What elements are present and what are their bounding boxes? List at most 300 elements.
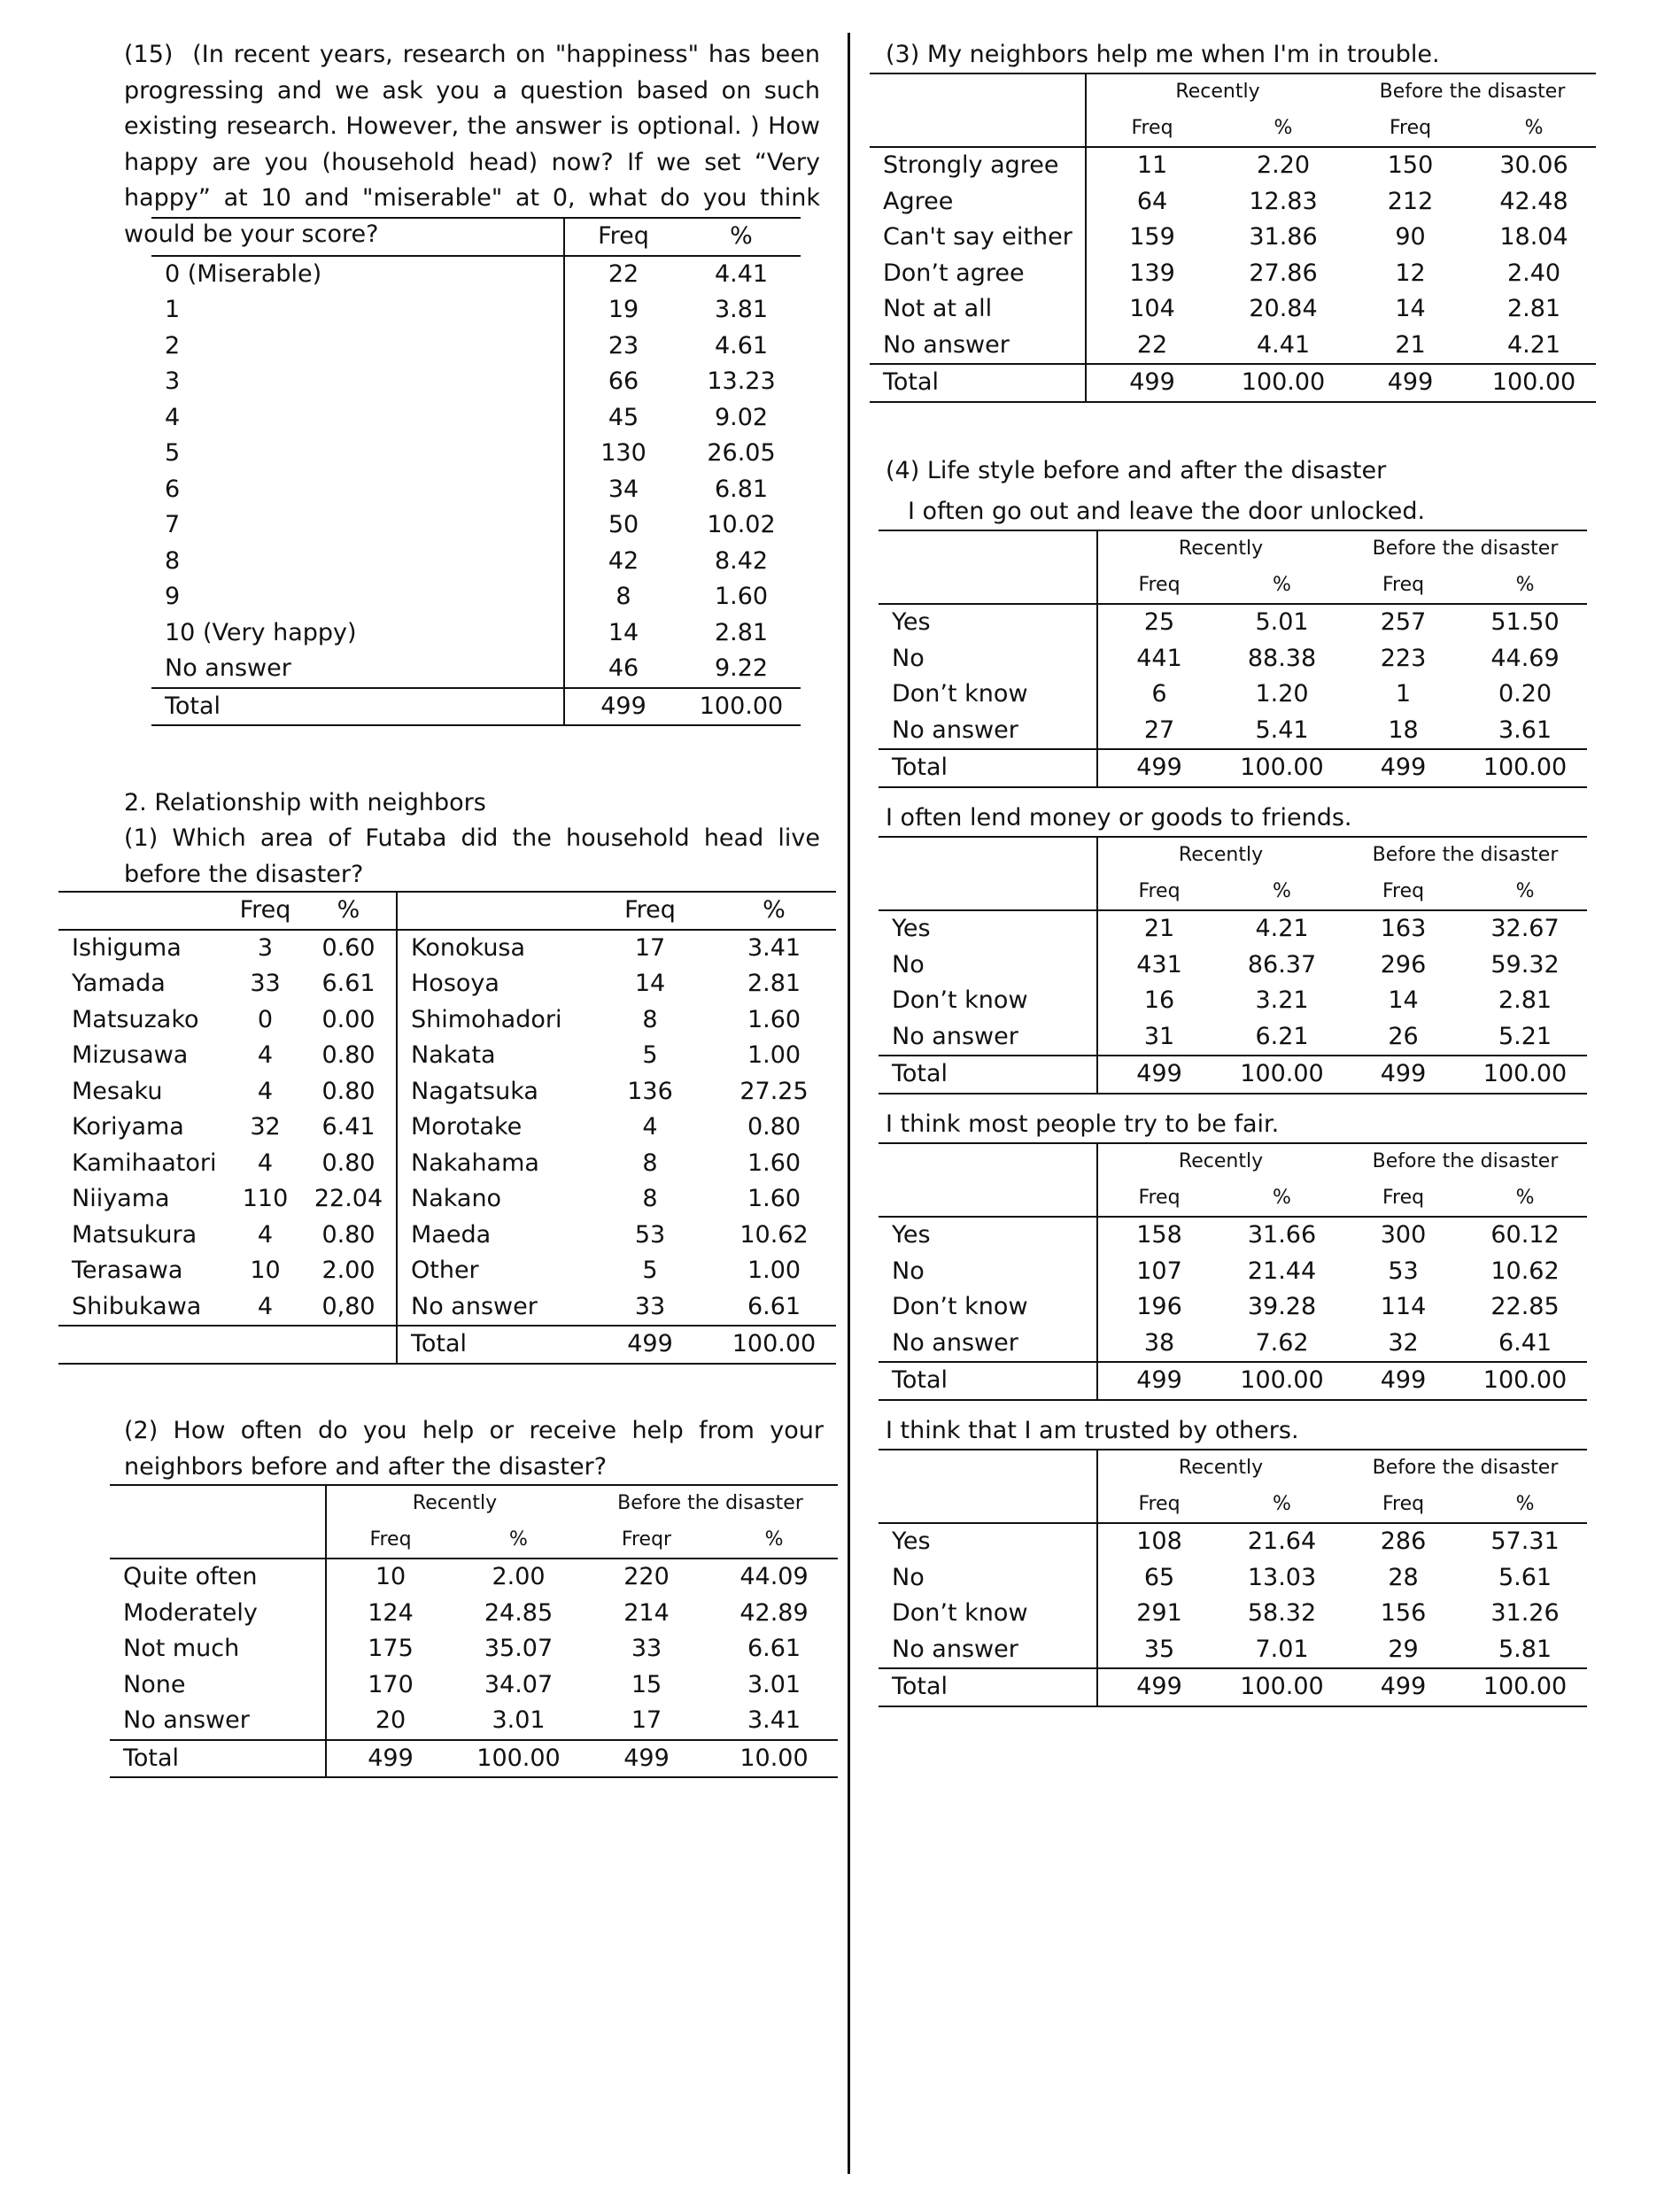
freq-cell: 110 bbox=[242, 1185, 289, 1212]
group-header-recently: Recently bbox=[1086, 73, 1349, 111]
row-label: Total bbox=[879, 749, 1097, 787]
area-name: Kamihaatori bbox=[72, 1149, 217, 1177]
recent-percent-cell: 6.21 bbox=[1255, 1022, 1309, 1050]
column-header: % bbox=[1524, 116, 1544, 139]
row-label: Total bbox=[879, 1056, 1097, 1094]
table-row bbox=[58, 1289, 836, 1327]
row-label: 4 bbox=[165, 403, 181, 431]
group-header-before: Before the disaster bbox=[1343, 1450, 1587, 1487]
recent-freq-cell: 27 bbox=[1097, 713, 1220, 750]
recent-percent-cell: 3.01 bbox=[492, 1706, 546, 1734]
percent-cell: 26.05 bbox=[707, 439, 776, 467]
column-header: % bbox=[1515, 879, 1535, 902]
recent-freq-cell: 170 bbox=[326, 1667, 454, 1704]
percent-cell: 0.00 bbox=[321, 1005, 375, 1033]
recent-freq-cell: 441 bbox=[1097, 641, 1220, 677]
before-percent-cell: 5.81 bbox=[1498, 1635, 1552, 1663]
table-row bbox=[151, 579, 801, 615]
row-label: No bbox=[892, 1563, 925, 1591]
recent-percent-cell: 5.41 bbox=[1255, 715, 1309, 744]
area-name: Konokusa bbox=[397, 930, 588, 967]
table-row bbox=[58, 1181, 836, 1218]
group-header-recently: Recently bbox=[1097, 530, 1343, 568]
freq-cell: 4 bbox=[257, 1077, 274, 1105]
row-label: Not much bbox=[123, 1635, 240, 1662]
recent-freq-cell: 499 bbox=[326, 1740, 454, 1778]
before-percent-cell: 100.00 bbox=[1472, 364, 1596, 402]
area-name: Nakata bbox=[397, 1038, 588, 1074]
group-header-row bbox=[879, 1450, 1587, 1487]
recent-percent-cell: 100.00 bbox=[1218, 364, 1349, 402]
recent-freq-cell: 21 bbox=[1097, 910, 1220, 948]
recent-percent-cell: 2.20 bbox=[1218, 147, 1349, 184]
recent-freq-cell: 65 bbox=[1097, 1560, 1220, 1597]
area-name: Maeda bbox=[397, 1218, 588, 1254]
lifestyle-lend-money-table bbox=[879, 836, 1587, 1094]
before-percent-cell: 42.89 bbox=[739, 1598, 809, 1627]
before-percent-cell: 32.67 bbox=[1463, 910, 1587, 948]
before-percent-cell: 2.81 bbox=[1506, 295, 1561, 322]
table-row bbox=[151, 256, 801, 293]
group-header-row bbox=[879, 837, 1587, 874]
column-header: Freq bbox=[229, 892, 301, 930]
total-row bbox=[879, 1056, 1587, 1094]
table-row bbox=[110, 1631, 838, 1667]
table-row bbox=[879, 641, 1587, 677]
recent-percent-cell: 34.07 bbox=[484, 1670, 554, 1698]
column-header: Freq bbox=[1382, 1186, 1425, 1209]
freq-cell: 8 bbox=[642, 1185, 658, 1212]
freq-cell: 34 bbox=[564, 472, 682, 508]
section-2-title: 2. Relationship with neighbors bbox=[124, 789, 486, 816]
before-freq-cell: 12 bbox=[1395, 259, 1426, 287]
before-freq-cell: 296 bbox=[1380, 950, 1427, 978]
row-label: 0 (Miserable) bbox=[151, 256, 564, 293]
before-freq-cell: 26 bbox=[1388, 1022, 1419, 1050]
table-row bbox=[151, 651, 801, 688]
freq-cell: 66 bbox=[564, 364, 682, 400]
recent-freq-cell: 16 bbox=[1097, 983, 1220, 1019]
before-percent-cell: 30.06 bbox=[1472, 147, 1596, 184]
lifestyle-door-unlocked-table bbox=[879, 530, 1587, 788]
table-row bbox=[58, 966, 836, 1002]
neighbors-help-table bbox=[870, 73, 1596, 403]
area-name: Terasawa bbox=[72, 1257, 183, 1284]
percent-cell: 10.02 bbox=[707, 511, 776, 538]
percent-cell: 1.60 bbox=[714, 583, 769, 610]
row-label: No answer bbox=[165, 654, 291, 682]
percent-cell: 10.62 bbox=[739, 1220, 809, 1249]
row-label: Don’t know bbox=[892, 680, 1028, 708]
row-label: No bbox=[892, 644, 925, 672]
table-row bbox=[151, 292, 801, 329]
before-freq-cell: 156 bbox=[1380, 1599, 1427, 1627]
freq-cell: 46 bbox=[564, 651, 682, 688]
table-row bbox=[870, 147, 1596, 184]
recent-percent-cell: 88.38 bbox=[1247, 644, 1317, 672]
recent-freq-cell: 31 bbox=[1097, 1019, 1220, 1056]
percent-cell: 0.80 bbox=[747, 1113, 801, 1141]
freq-cell: 5 bbox=[642, 1041, 658, 1069]
freq-cell: 50 bbox=[564, 507, 682, 544]
before-percent-cell: 2.40 bbox=[1506, 259, 1561, 287]
row-label: Quite often bbox=[110, 1559, 326, 1596]
freq-cell: 8 bbox=[564, 579, 682, 615]
total-row bbox=[879, 749, 1587, 787]
freq-cell: 499 bbox=[588, 1326, 712, 1364]
group-header-row bbox=[879, 530, 1587, 568]
row-label: Total bbox=[110, 1740, 326, 1778]
before-percent-cell: 0.20 bbox=[1498, 680, 1552, 708]
table-row bbox=[58, 1218, 836, 1254]
row-label: 9 bbox=[165, 583, 181, 610]
column-header: % bbox=[1273, 573, 1291, 596]
table-row bbox=[58, 1110, 836, 1146]
recent-freq-cell: 499 bbox=[1097, 1056, 1220, 1094]
column-header: Freq bbox=[1097, 568, 1220, 605]
row-label: No answer bbox=[123, 1706, 250, 1734]
row-label: 3 bbox=[165, 367, 181, 395]
percent-cell: 6.41 bbox=[321, 1113, 375, 1141]
recent-freq-cell: 196 bbox=[1097, 1289, 1220, 1326]
freq-cell: 33 bbox=[634, 1292, 666, 1320]
area-name: Nakahama bbox=[397, 1146, 588, 1182]
recent-freq-cell: 139 bbox=[1086, 256, 1218, 292]
freq-cell: 4 bbox=[257, 1220, 274, 1249]
table-row bbox=[58, 1253, 836, 1289]
recent-percent-cell: 3.21 bbox=[1255, 986, 1309, 1014]
percent-cell: 1.60 bbox=[747, 1185, 801, 1212]
recent-freq-cell: 499 bbox=[1097, 1668, 1220, 1706]
recent-freq-cell: 124 bbox=[326, 1596, 454, 1632]
table-header-row bbox=[151, 218, 801, 256]
table-row bbox=[879, 983, 1587, 1019]
before-percent-cell: 44.69 bbox=[1490, 644, 1560, 672]
before-percent-cell: 59.32 bbox=[1490, 950, 1560, 978]
before-percent-cell: 100.00 bbox=[1463, 1668, 1587, 1706]
recent-percent-cell: 21.44 bbox=[1247, 1257, 1317, 1285]
before-percent-cell: 3.01 bbox=[747, 1670, 801, 1698]
row-label: 7 bbox=[165, 511, 181, 538]
before-percent-cell: 3.61 bbox=[1498, 715, 1552, 744]
freq-cell: 23 bbox=[564, 329, 682, 365]
percent-cell: 6.61 bbox=[321, 970, 375, 997]
row-label: No answer bbox=[892, 1022, 1018, 1050]
percent-cell: 9.02 bbox=[714, 403, 769, 431]
lifestyle-door-unlocked-title: I often go out and leave the door unlocked. bbox=[908, 498, 1426, 525]
area-name: Mizusawa bbox=[72, 1041, 189, 1069]
recent-freq-cell: 159 bbox=[1086, 220, 1218, 256]
before-percent-cell: 100.00 bbox=[1463, 1056, 1587, 1094]
table-row bbox=[879, 1254, 1587, 1290]
freq-cell: 499 bbox=[564, 688, 682, 726]
column-header: Freq bbox=[1086, 111, 1218, 148]
recent-percent-cell: 35.07 bbox=[484, 1635, 554, 1662]
column-header: % bbox=[509, 1528, 528, 1551]
before-freq-cell: 15 bbox=[631, 1670, 662, 1698]
column-header: Freq bbox=[1389, 116, 1432, 139]
table-row bbox=[879, 910, 1587, 948]
table-header-row bbox=[879, 874, 1587, 911]
recent-percent-cell: 4.41 bbox=[1256, 330, 1311, 359]
table-row bbox=[151, 364, 801, 400]
row-label: Total bbox=[870, 364, 1086, 402]
table-row bbox=[870, 328, 1596, 365]
percent-cell: 4.61 bbox=[714, 331, 769, 360]
column-header: % bbox=[712, 892, 836, 930]
freq-cell: 8 bbox=[642, 1005, 658, 1033]
before-freq-cell: 18 bbox=[1388, 715, 1419, 744]
row-label: No answer bbox=[892, 1328, 1018, 1357]
lifestyle-people-fair-title: I think most people try to be fair. bbox=[886, 1110, 1280, 1138]
before-percent-cell: 6.61 bbox=[747, 1635, 801, 1662]
row-label: Don’t know bbox=[892, 1599, 1028, 1627]
row-label: 5 bbox=[165, 439, 181, 467]
before-freq-cell: 499 bbox=[583, 1740, 710, 1778]
before-freq-cell: 14 bbox=[1388, 986, 1419, 1014]
percent-cell: 2.00 bbox=[321, 1257, 375, 1284]
recent-freq-cell: 499 bbox=[1097, 1362, 1220, 1400]
recent-percent-cell: 100.00 bbox=[1220, 1668, 1343, 1706]
column-header: % bbox=[1273, 1492, 1291, 1515]
table-row bbox=[879, 713, 1587, 750]
recent-freq-cell: 11 bbox=[1086, 147, 1218, 184]
q15-question: (15) (In recent years, research on "happiness" has been progressing and we ask you a question based on such existing research. However, the answer is optional. ) How happy are you (household head) now? If we set “Very happy” at 10 and "miserable" at 0, what do you think would be your score? bbox=[124, 41, 820, 248]
q1-question: (1) Which area of Futaba did the household head live before the disaster? bbox=[124, 824, 820, 888]
area-name: Nakano bbox=[397, 1181, 588, 1218]
row-label: 8 bbox=[165, 546, 181, 575]
table-row bbox=[870, 220, 1596, 256]
recent-percent-cell: 4.21 bbox=[1220, 910, 1343, 948]
recent-percent-cell: 58.32 bbox=[1247, 1599, 1317, 1627]
percent-cell: 0.60 bbox=[301, 930, 397, 967]
before-percent-cell: 18.04 bbox=[1499, 223, 1568, 251]
before-freq-cell: 499 bbox=[1343, 1056, 1463, 1094]
group-header-before: Before the disaster bbox=[583, 1485, 838, 1522]
area-name: Other bbox=[397, 1253, 588, 1289]
before-freq-cell: 14 bbox=[1395, 295, 1426, 322]
before-percent-cell: 5.61 bbox=[1498, 1563, 1552, 1591]
table-row bbox=[110, 1596, 838, 1632]
recent-percent-cell: 21.64 bbox=[1220, 1523, 1343, 1560]
table-row bbox=[879, 1523, 1587, 1560]
recent-freq-cell: 107 bbox=[1097, 1254, 1220, 1290]
before-freq-cell: 214 bbox=[623, 1598, 670, 1627]
total-row bbox=[151, 688, 801, 726]
before-freq-cell: 499 bbox=[1343, 1668, 1463, 1706]
before-percent-cell: 44.09 bbox=[710, 1559, 838, 1596]
table-row bbox=[879, 948, 1587, 984]
percent-cell: 8.42 bbox=[714, 546, 769, 575]
area-name: Yamada bbox=[72, 970, 166, 997]
before-freq-cell: 150 bbox=[1349, 147, 1472, 184]
recent-percent-cell: 7.62 bbox=[1255, 1328, 1309, 1357]
row-label: 6 bbox=[165, 475, 181, 503]
recent-freq-cell: 22 bbox=[1086, 328, 1218, 365]
table-row bbox=[879, 1560, 1587, 1597]
percent-cell: 2.81 bbox=[714, 618, 769, 646]
freq-cell: 4 bbox=[257, 1149, 274, 1177]
recent-percent-cell: 86.37 bbox=[1247, 950, 1317, 978]
total-row bbox=[58, 1326, 836, 1364]
percent-cell: 2.81 bbox=[747, 970, 801, 997]
column-header: % bbox=[764, 1528, 784, 1551]
column-header: % bbox=[1273, 879, 1291, 902]
freq-cell: 17 bbox=[588, 930, 712, 967]
recent-freq-cell: 20 bbox=[326, 1703, 454, 1740]
before-percent-cell: 51.50 bbox=[1463, 604, 1587, 641]
table-header-row bbox=[879, 1180, 1587, 1218]
happiness-score-table bbox=[151, 217, 801, 726]
freq-cell: 4 bbox=[642, 1113, 658, 1141]
area-name: Shibukawa bbox=[72, 1292, 202, 1320]
table-row bbox=[151, 615, 801, 652]
percent-cell: 0.80 bbox=[321, 1041, 375, 1069]
recent-percent-cell: 100.00 bbox=[454, 1740, 583, 1778]
recent-freq-cell: 499 bbox=[1097, 749, 1220, 787]
before-percent-cell: 42.48 bbox=[1499, 187, 1568, 215]
before-freq-cell: 29 bbox=[1388, 1635, 1419, 1663]
freq-cell: 8 bbox=[642, 1149, 658, 1177]
lifestyle-people-fair-table bbox=[879, 1142, 1587, 1401]
table-row bbox=[151, 436, 801, 472]
percent-cell: 100.00 bbox=[682, 688, 801, 726]
recent-percent-cell: 31.66 bbox=[1220, 1217, 1343, 1254]
table-row bbox=[870, 184, 1596, 220]
row-label: Yes bbox=[879, 1523, 1097, 1560]
table-row bbox=[110, 1703, 838, 1740]
column-header: Freq bbox=[1097, 1180, 1220, 1218]
before-freq-cell: 53 bbox=[1388, 1257, 1419, 1285]
group-header-recently: Recently bbox=[326, 1485, 583, 1522]
recent-percent-cell: 5.01 bbox=[1220, 604, 1343, 641]
column-header: Freqr bbox=[621, 1528, 672, 1551]
row-label: No answer bbox=[892, 1635, 1018, 1663]
recent-percent-cell: 20.84 bbox=[1249, 295, 1318, 322]
recent-freq-cell: 38 bbox=[1097, 1326, 1220, 1363]
q4-question: (4) Life style before and after the disaster bbox=[886, 457, 1387, 484]
freq-cell: 14 bbox=[634, 970, 666, 997]
recent-freq-cell: 499 bbox=[1086, 364, 1218, 402]
group-header-before: Before the disaster bbox=[1343, 837, 1587, 874]
group-header-before: Before the disaster bbox=[1343, 530, 1587, 568]
column-header: Freq bbox=[326, 1522, 454, 1559]
percent-cell: 0.80 bbox=[321, 1220, 375, 1249]
column-header: % bbox=[1515, 1492, 1535, 1515]
group-header-row bbox=[879, 1143, 1587, 1180]
row-label: 1 bbox=[165, 296, 181, 323]
lifestyle-lend-money-title: I often lend money or goods to friends. bbox=[886, 804, 1352, 832]
freq-cell: 42 bbox=[564, 544, 682, 580]
before-freq-cell: 163 bbox=[1343, 910, 1463, 948]
column-header: Freq bbox=[1382, 879, 1425, 902]
row-label: Total bbox=[879, 1362, 1097, 1400]
table-row bbox=[58, 1002, 836, 1039]
column-header: % bbox=[1515, 573, 1535, 596]
column-header: Freq bbox=[1097, 1487, 1220, 1524]
row-label: Yes bbox=[879, 604, 1097, 641]
q3-question: (3) My neighbors help me when I'm in trouble. bbox=[886, 41, 1440, 68]
column-header: % bbox=[1274, 116, 1293, 139]
table-row bbox=[879, 1289, 1587, 1326]
recent-freq-cell: 25 bbox=[1097, 604, 1220, 641]
recent-percent-cell: 27.86 bbox=[1249, 259, 1318, 287]
table-row bbox=[110, 1559, 838, 1596]
before-percent-cell: 2.81 bbox=[1498, 986, 1552, 1014]
row-label: Don’t know bbox=[892, 986, 1028, 1014]
table-row bbox=[151, 472, 801, 508]
table-row bbox=[151, 400, 801, 437]
recent-percent-cell: 1.20 bbox=[1255, 680, 1309, 708]
column-header: % bbox=[682, 218, 801, 256]
percent-cell: 6.61 bbox=[747, 1292, 801, 1320]
table-row bbox=[879, 1326, 1587, 1363]
before-freq-cell: 1 bbox=[1395, 680, 1412, 708]
area-name: Hosoya bbox=[397, 966, 588, 1002]
row-label: Can't say either bbox=[883, 223, 1072, 251]
table-row bbox=[58, 1074, 836, 1110]
before-freq-cell: 32 bbox=[1388, 1328, 1419, 1357]
recent-freq-cell: 175 bbox=[326, 1631, 454, 1667]
group-header-row bbox=[110, 1485, 838, 1522]
before-freq-cell: 286 bbox=[1343, 1523, 1463, 1560]
column-divider bbox=[848, 33, 850, 2174]
row-label: Don’t know bbox=[892, 1293, 1028, 1320]
area-name: Ishiguma bbox=[58, 930, 229, 967]
recent-percent-cell: 31.86 bbox=[1249, 223, 1318, 251]
row-label: Total bbox=[879, 1668, 1097, 1706]
percent-cell: 13.23 bbox=[707, 367, 776, 395]
before-percent-cell: 100.00 bbox=[1463, 749, 1587, 787]
before-percent-cell: 6.41 bbox=[1498, 1328, 1552, 1357]
recent-freq-cell: 6 bbox=[1097, 677, 1220, 713]
table-row bbox=[870, 256, 1596, 292]
recent-freq-cell: 64 bbox=[1086, 184, 1218, 220]
row-label: Yes bbox=[879, 910, 1097, 948]
before-freq-cell: 499 bbox=[1343, 1362, 1463, 1400]
freq-cell: 19 bbox=[564, 292, 682, 329]
row-label: No bbox=[892, 1257, 925, 1285]
percent-cell: 0.80 bbox=[321, 1077, 375, 1105]
percent-cell: 4.41 bbox=[682, 256, 801, 293]
percent-cell: 9.22 bbox=[714, 654, 769, 682]
row-label: No answer bbox=[892, 715, 1018, 744]
before-percent-cell: 100.00 bbox=[1463, 1362, 1587, 1400]
recent-freq-cell: 291 bbox=[1097, 1596, 1220, 1632]
freq-cell: 45 bbox=[564, 400, 682, 437]
recent-percent-cell: 12.83 bbox=[1249, 187, 1318, 215]
recent-freq-cell: 431 bbox=[1097, 948, 1220, 984]
area-name: Morotake bbox=[397, 1110, 588, 1146]
column-header: Freq bbox=[588, 892, 712, 930]
row-label: Total bbox=[397, 1326, 588, 1364]
table-header-row bbox=[870, 111, 1596, 148]
recent-freq-cell: 10 bbox=[326, 1559, 454, 1596]
row-label: Strongly agree bbox=[870, 147, 1086, 184]
before-percent-cell: 60.12 bbox=[1463, 1217, 1587, 1254]
table-header-row bbox=[110, 1522, 838, 1559]
row-label: Don’t agree bbox=[883, 259, 1025, 287]
before-percent-cell: 22.85 bbox=[1490, 1293, 1560, 1320]
row-label: Total bbox=[151, 688, 564, 726]
table-header-row bbox=[879, 1487, 1587, 1524]
freq-cell: 130 bbox=[564, 436, 682, 472]
freq-cell: 14 bbox=[564, 615, 682, 652]
row-label: Not at all bbox=[883, 295, 993, 322]
freq-cell: 0 bbox=[257, 1005, 274, 1033]
before-freq-cell: 21 bbox=[1395, 330, 1426, 359]
group-header-before: Before the disaster bbox=[1349, 73, 1596, 111]
